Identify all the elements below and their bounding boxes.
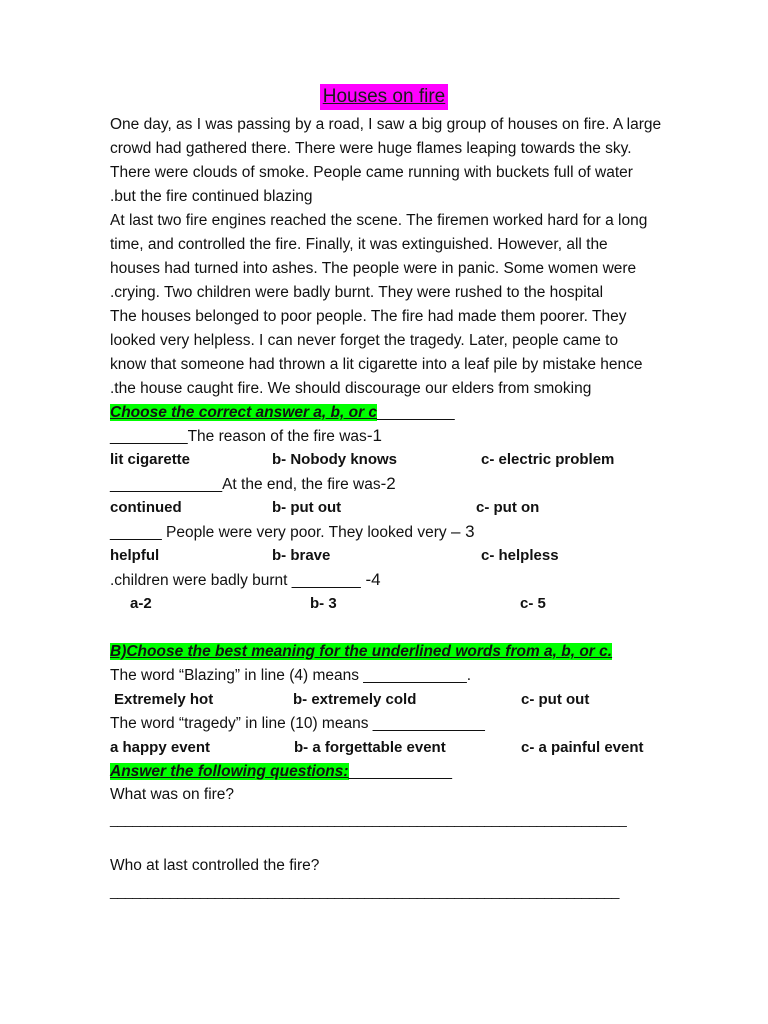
passage-line: looked very helpless. I can never forget the tragedy. Later, people came to — [110, 332, 619, 349]
option-b[interactable]: b- 3 — [310, 595, 337, 612]
title-wrap — [0, 84, 768, 110]
question-text: People were very poor. They looked very — [161, 524, 451, 541]
section-a-heading-text: Choose the correct answer a, b, or c — [110, 404, 378, 421]
option-b[interactable]: b- a forgettable event — [294, 739, 446, 756]
passage-line: .crying. Two children were badly burnt. They were rushed to the hospital — [110, 284, 604, 301]
page-title: Houses on fire — [320, 84, 449, 110]
question-number: -1 — [366, 426, 382, 445]
question-a4 — [110, 570, 381, 591]
option-c[interactable]: c- 5 — [520, 595, 546, 612]
answer-blank[interactable]: ______ — [110, 524, 162, 541]
question-number: – 3 — [450, 522, 475, 541]
section-a-heading — [110, 403, 455, 423]
option-b[interactable]: b- brave — [272, 547, 331, 564]
option-a[interactable]: continued — [110, 499, 182, 516]
option-c[interactable]: c- helpless — [481, 547, 559, 564]
option-b[interactable]: b- Nobody knows — [272, 451, 397, 468]
answer-blank[interactable]: _________ — [110, 428, 188, 445]
question-text: .children were badly burnt — [110, 572, 292, 589]
passage-line: time, and controlled the fire. Finally, it was extinguished. However, all the — [110, 236, 608, 253]
passage-line: know that someone had thrown a lit cigarette into a leaf pile by mistake hence — [110, 356, 643, 373]
passage-line: .but the fire continued blazing — [110, 188, 313, 205]
question-b2: The word “tragedy” in line (10) means _____________ — [110, 715, 485, 732]
section-c-heading — [110, 762, 452, 782]
option-b[interactable]: b- put out — [272, 499, 342, 516]
passage-line: crowd had gathered there. There were huge flames leaping towards the sky. — [110, 140, 632, 157]
passage-line: .the house caught fire. We should discourage our elders from smoking — [110, 380, 592, 397]
answer-blank[interactable]: ________ — [291, 572, 361, 589]
question-a1 — [110, 426, 382, 447]
question-a2 — [110, 474, 396, 495]
section-c-heading-text: Answer the following questions: — [110, 763, 349, 780]
question-number: -2 — [380, 474, 396, 493]
option-b[interactable]: b- extremely cold — [293, 691, 417, 708]
question-text: The reason of the fire was — [187, 428, 367, 445]
section-b-heading-text: B)Choose the best meaning for the underlined words from a, b, or c. — [110, 643, 613, 660]
passage-line: One day, as I was passing by a road, I saw a big group of houses on fire. A large — [110, 116, 662, 133]
passage-line: houses had turned into ashes. The people were in panic. Some women were — [110, 260, 637, 277]
option-a[interactable]: lit cigarette — [110, 451, 191, 468]
answer-line[interactable]: _____________________________________________________________________ — [110, 811, 627, 827]
passage-line: The houses belonged to poor people. The fire had made them poorer. They — [110, 308, 627, 325]
option-a[interactable]: a happy event — [110, 739, 211, 756]
question-c1: What was on fire? — [110, 786, 235, 803]
section-b-heading — [110, 642, 612, 662]
question-c2: Who at last controlled the fire? — [110, 857, 320, 874]
option-a[interactable]: a-2 — [130, 595, 152, 612]
question-number: -4 — [360, 570, 381, 589]
question-b1: The word “Blazing” in line (4) means ____________. — [110, 667, 472, 684]
passage-line: There were clouds of smoke. People came running with buckets full of water — [110, 164, 633, 181]
answer-blank: ____________ — [348, 763, 452, 780]
option-a[interactable]: helpful — [110, 547, 160, 564]
option-c[interactable]: c- electric problem — [481, 451, 615, 468]
question-a3 — [110, 522, 475, 543]
answer-line[interactable]: ____________________________________________________________________ — [110, 883, 620, 899]
question-text: At the end, the fire was — [222, 476, 381, 493]
option-c[interactable]: c- put out — [521, 691, 590, 708]
option-c[interactable]: c- put on — [476, 499, 540, 516]
answer-blank: _________ — [377, 404, 455, 421]
passage-line: At last two fire engines reached the scene. The firemen worked hard for a long — [110, 212, 648, 229]
answer-blank[interactable]: _____________ — [110, 476, 223, 493]
option-c[interactable]: c- a painful event — [521, 739, 644, 756]
option-a[interactable]: Extremely hot — [114, 691, 214, 708]
